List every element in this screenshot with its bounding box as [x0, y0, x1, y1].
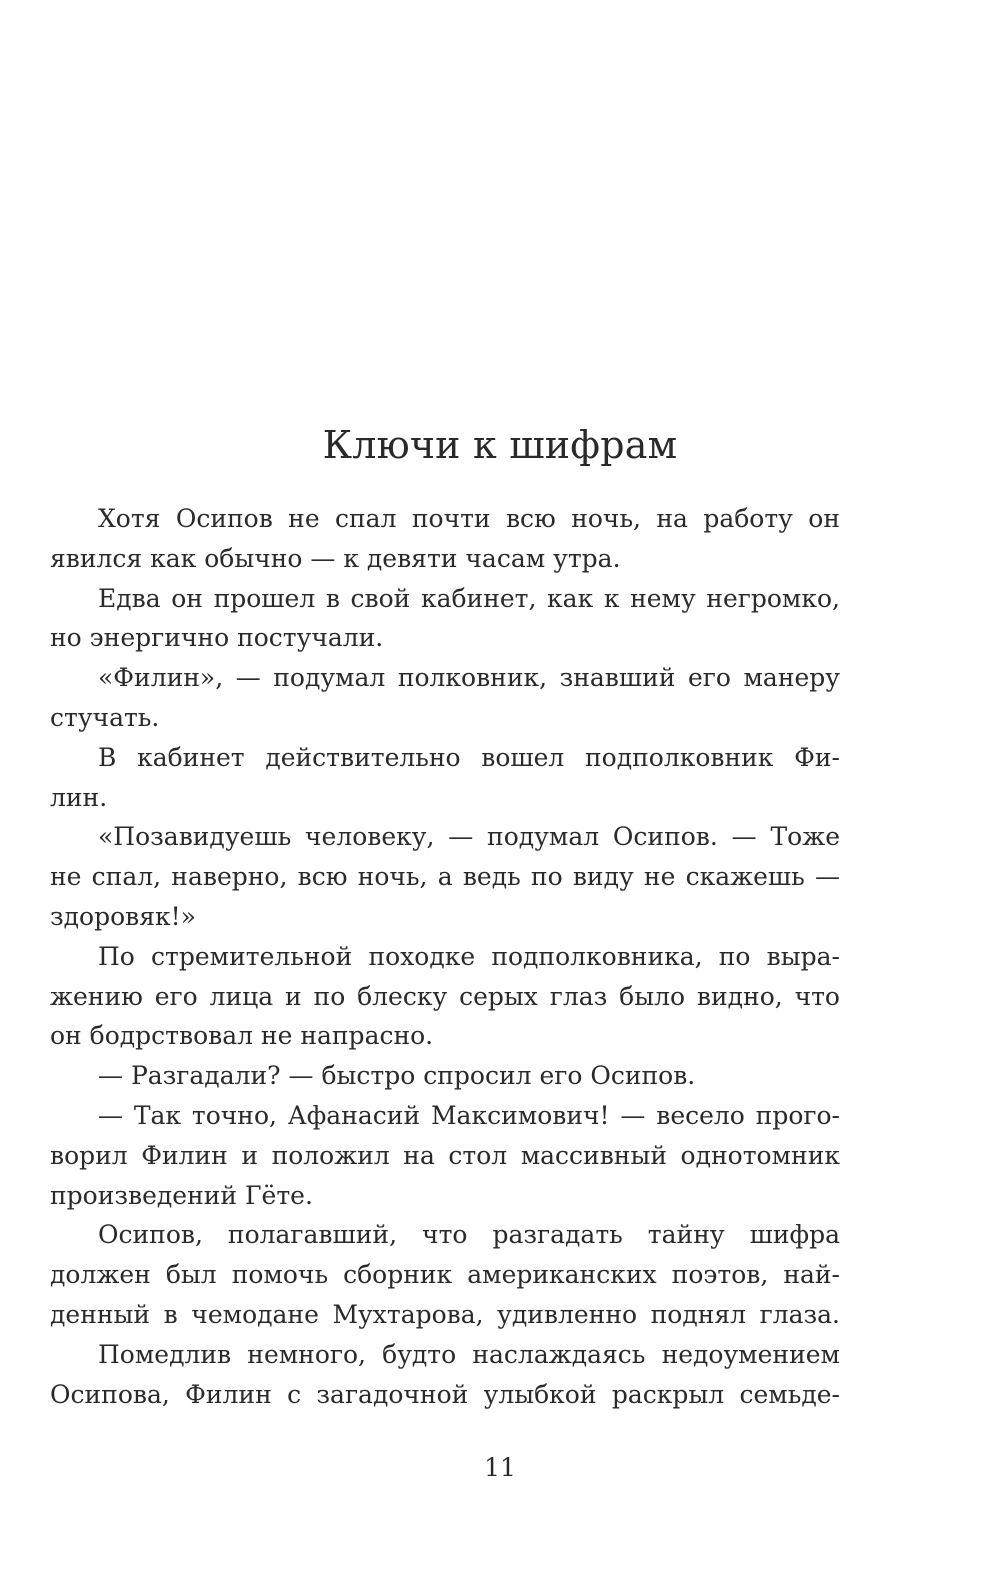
chapter-title: Ключи к шифрам: [322, 423, 678, 467]
text-line: стучать.: [50, 702, 160, 732]
text-line: не спал, наверно, всю ночь, а ведь по виду не скажешь —: [50, 862, 840, 892]
text-line: должен был помочь сборник американских поэтов, най-: [50, 1260, 840, 1290]
text-line: жению его лица и по блеску серых глаз было видно, что: [50, 981, 840, 1011]
text-line: явился как обычно — к девяти часам утра.: [50, 543, 621, 573]
text-line: но энергично постучали.: [50, 623, 384, 653]
text-line: Хотя Осипов не спал почти всю ночь, на работу он: [98, 504, 840, 533]
text-line: В кабинет действительно вошел подполковник Фи-: [98, 742, 840, 772]
text-line: Едва он прошел в свой кабинет, как к нему негромко,: [98, 583, 840, 613]
text-line: произведений Гёте.: [50, 1180, 313, 1210]
text-line: Осипов, полагавший, что разгадать тайну шифра: [98, 1220, 840, 1250]
text-line: он бодрствовал не напрасно.: [50, 1021, 434, 1051]
body-text: [50, 499, 840, 1414]
text-line: ворил Филин и положил на стол массивный однотомник: [50, 1140, 840, 1170]
text-line: здоровяк!»: [50, 901, 196, 931]
text-line: «Филин», — подумал полковник, знавший его манеру: [98, 663, 840, 693]
text-line: Помедлив немного, будто наслаждаясь недоумением: [98, 1339, 840, 1369]
text-line: — Так точно, Афанасий Максимович! — весело прого-: [98, 1100, 840, 1130]
text-line: денный в чемодане Мухтарова, удивленно поднял глаза.: [50, 1299, 840, 1329]
text-line: Осипова, Филин с загадочной улыбкой раскрыл семьде-: [50, 1379, 840, 1409]
text-line: — Разгадали? — быстро спросил его Осипов.: [98, 1061, 696, 1091]
text-line: «Позавидуешь человеку, — подумал Осипов. — Тоже: [98, 822, 840, 852]
text-line: По стремительной походке подполковника, по выра-: [98, 941, 840, 971]
text-line: лин.: [50, 782, 108, 812]
page-number: 11: [484, 1453, 516, 1482]
